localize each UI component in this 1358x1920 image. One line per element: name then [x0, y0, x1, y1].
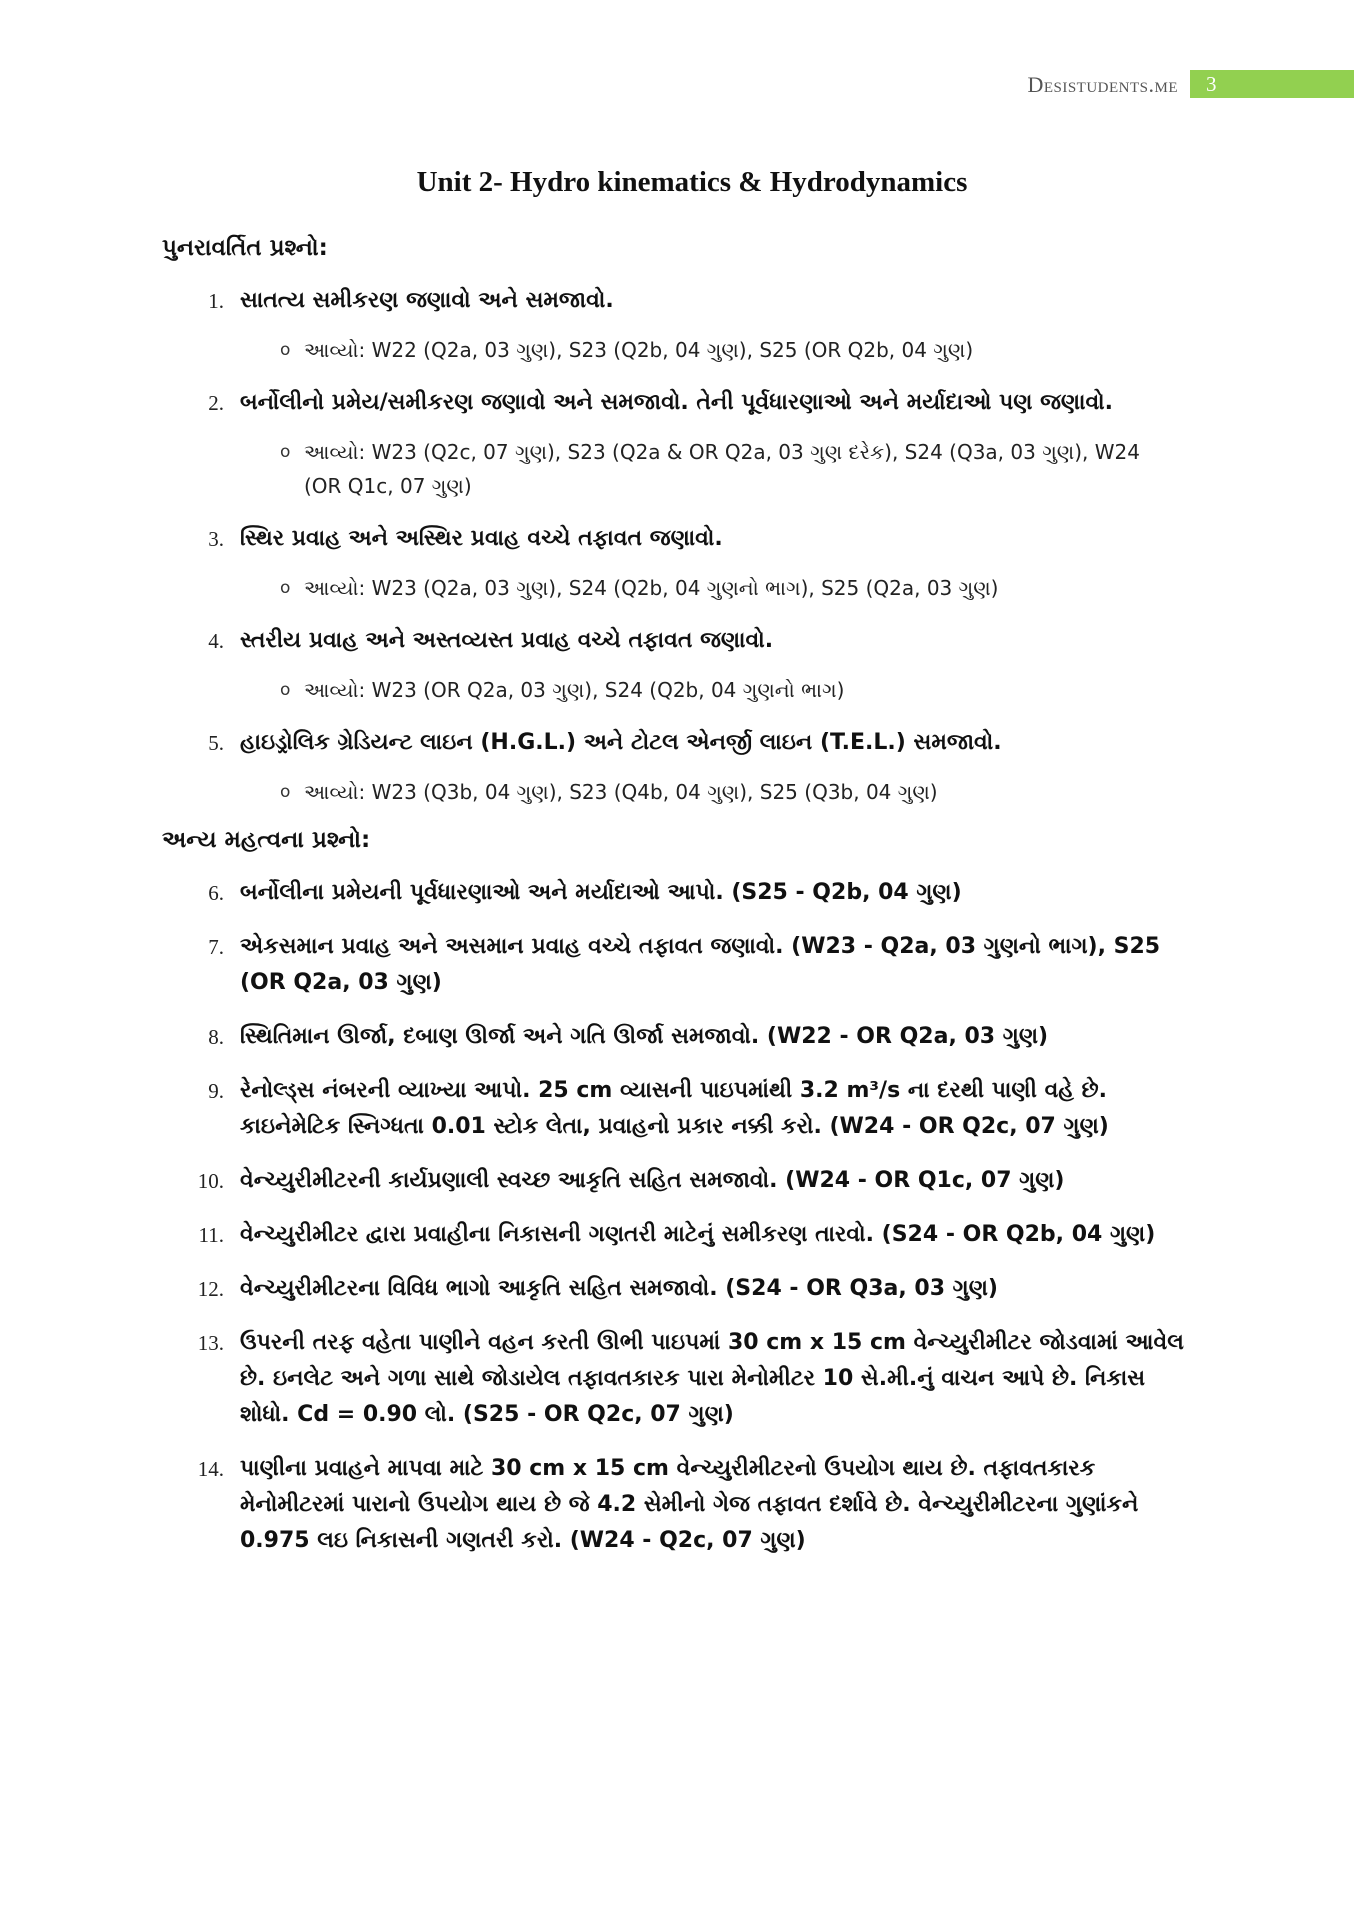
question-text: પાણીના પ્રવાહને માપવા માટે 30 cm x 15 cm વેન્ચ્યુરીમીટરનો ઉપયોગ થાય છે. તફાવતકારક મેનોમીટરમાં પારાનો ઉપયોગ થાય છે જે 4.2 સેમીનો ગેજ તફાવત દર્શાવે છે. વેન્ચ્યુરીમીટરના ગુણાંકને 0.975 લઇ નિકાસની ગણતરી કરો. (W24 - Q2c, 07 ગુણ) [240, 1456, 1139, 1553]
question-number: 2. [208, 391, 224, 415]
question-number: 4. [208, 629, 224, 653]
question-number: 1. [208, 289, 224, 313]
question-item [162, 1163, 1192, 1199]
question-number: 3. [208, 527, 224, 551]
repeated-questions-list [162, 283, 1192, 809]
repeated-questions-heading: પુનરાવર્તિત પ્રશ્નો: [162, 235, 328, 261]
question-item [162, 725, 1192, 809]
unit-title: Unit 2- Hydro kinematics & Hydrodynamics [416, 166, 968, 198]
asked-text: આવ્યો: W23 (Q3b, 04 ગુણ), S23 (Q4b, 04 ગુણ), S25 (Q3b, 04 ગુણ) [304, 780, 938, 804]
asked-in-exams [240, 435, 1192, 503]
question-text: સ્થિતિમાન ઊર્જા, દબાણ ઊર્જા અને ગતિ ઊર્જા સમજાવો. (W22 - OR Q2a, 03 ગુણ) [240, 1024, 1049, 1049]
asked-text: આવ્યો: W23 (OR Q2a, 03 ગુણ), S24 (Q2b, 04 ગુણનો ભાગ) [304, 678, 845, 702]
asked-text: આવ્યો: W23 (Q2a, 03 ગુણ), S24 (Q2b, 04 ગુણનો ભાગ), S25 (Q2a, 03 ગુણ) [304, 576, 999, 600]
bullet-icon: o [280, 782, 291, 802]
bullet-icon: o [280, 442, 291, 462]
asked-in-exams [240, 571, 1192, 605]
bullet-icon: o [280, 340, 291, 360]
asked-text: આવ્યો: W22 (Q2a, 03 ગુણ), S23 (Q2b, 04 ગુણ), S25 (OR Q2b, 04 ગુણ) [304, 338, 974, 362]
question-number: 6. [208, 881, 224, 905]
question-text: ઉપરની તરફ વહેતા પાણીને વહન કરતી ઊભી પાઇપમાં 30 cm x 15 cm વેન્ચ્યુરીમીટર જોડવામાં આવેલ છે. ઇનલેટ અને ગળા સાથે જોડાયેલ તફાવતકારક પારા મેનોમીટર 10 સે.મી.નું વાચન આપે છે. નિકાસ શોધો. Cd = 0.90 લો. (S25 - OR Q2c, 07 ગુણ) [240, 1330, 1184, 1427]
question-item [162, 1019, 1192, 1055]
question-number: 5. [208, 731, 224, 755]
other-questions-heading: અન્ય મહત્વના પ્રશ્નો: [162, 827, 371, 853]
question-item [162, 1073, 1192, 1145]
question-item [162, 283, 1192, 367]
question-text: વેન્ચ્યુરીમીટરની કાર્યપ્રણાલી સ્વચ્છ આકૃતિ સહિત સમજાવો. (W24 - OR Q1c, 07 ગુણ) [240, 1168, 1065, 1193]
question-text: સાતત્ય સમીકરણ જણાવો અને સમજાવો. [240, 288, 614, 313]
asked-text: આવ્યો: W23 (Q2c, 07 ગુણ), S23 (Q2a & OR Q2a, 03 ગુણ દરેક), S24 (Q3a, 03 ગુણ), W24 (OR Q1c, 07 ગુણ) [304, 440, 1140, 498]
question-number: 8. [208, 1025, 224, 1049]
page-header [0, 70, 1358, 100]
question-text: બર્નોલીના પ્રમેયની પૂર્વધારણાઓ અને મર્યાદાઓ આપો. (S25 - Q2b, 04 ગુણ) [240, 880, 962, 905]
question-text: એકસમાન પ્રવાહ અને અસમાન પ્રવાહ વચ્ચે તફાવત જણાવો. (W23 - Q2a, 03 ગુણનો ભાગ), S25 (OR Q2a, 03 ગુણ) [240, 934, 1161, 995]
question-text: વેન્ચ્યુરીમીટરના વિવિધ ભાગો આકૃતિ સહિત સમજાવો. (S24 - OR Q3a, 03 ગુણ) [240, 1276, 998, 1301]
question-item [162, 521, 1192, 605]
document-body [162, 166, 1192, 1577]
question-item [162, 1217, 1192, 1253]
bullet-icon: o [280, 578, 291, 598]
question-text: સ્થિર પ્રવાહ અને અસ્થિર પ્રવાહ વચ્ચે તફાવત જણાવો. [240, 526, 723, 551]
site-name: Desistudents.me [1027, 72, 1178, 97]
question-number: 9. [208, 1079, 224, 1103]
question-number: 12. [197, 1277, 224, 1301]
question-number: 7. [208, 935, 224, 959]
question-item [162, 1451, 1192, 1559]
question-item [162, 875, 1192, 911]
other-questions-list [162, 875, 1192, 1559]
question-text: સ્તરીય પ્રવાહ અને અસ્તવ્યસ્ત પ્રવાહ વચ્ચે તફાવત જણાવો. [240, 628, 774, 653]
bullet-icon: o [280, 680, 291, 700]
question-item [162, 1271, 1192, 1307]
question-item [162, 1325, 1192, 1433]
question-text: રેનોલ્ડ્સ નંબરની વ્યાખ્યા આપો. 25 cm વ્યાસની પાઇપમાંથી 3.2 m³/s ના દરથી પાણી વહે છે. કાઇનેમેટિક સ્નિગ્ધતા 0.01 સ્ટોક લેતા, પ્રવાહનો પ્રકાર નક્કી કરો. (W24 - OR Q2c, 07 ગુણ) [240, 1078, 1109, 1139]
question-item [162, 929, 1192, 1001]
asked-in-exams [240, 673, 1192, 707]
question-item [162, 385, 1192, 503]
question-text: વેન્ચ્યુરીમીટર દ્વારા પ્રવાહીના નિકાસની ગણતરી માટેનું સમીકરણ તારવો. (S24 - OR Q2b, 04 ગુણ) [240, 1222, 1156, 1247]
question-item [162, 623, 1192, 707]
asked-in-exams [240, 775, 1192, 809]
question-text: હાઇડ્રોલિક ગ્રેડિયન્ટ લાઇન (H.G.L.) અને ટોટલ એનર્જી લાઇન (T.E.L.) સમજાવો. [240, 730, 1002, 755]
question-number: 14. [197, 1457, 224, 1481]
asked-in-exams [240, 333, 1192, 367]
question-number: 13. [197, 1331, 224, 1355]
question-text: બર્નોલીનો પ્રમેય/સમીકરણ જણાવો અને સમજાવો. તેની પૂર્વધારણાઓ અને મર્યાદાઓ પણ જણાવો. [240, 390, 1114, 415]
question-number: 10. [197, 1169, 224, 1193]
question-number: 11. [198, 1223, 224, 1247]
page-number: 3 [1190, 70, 1354, 98]
